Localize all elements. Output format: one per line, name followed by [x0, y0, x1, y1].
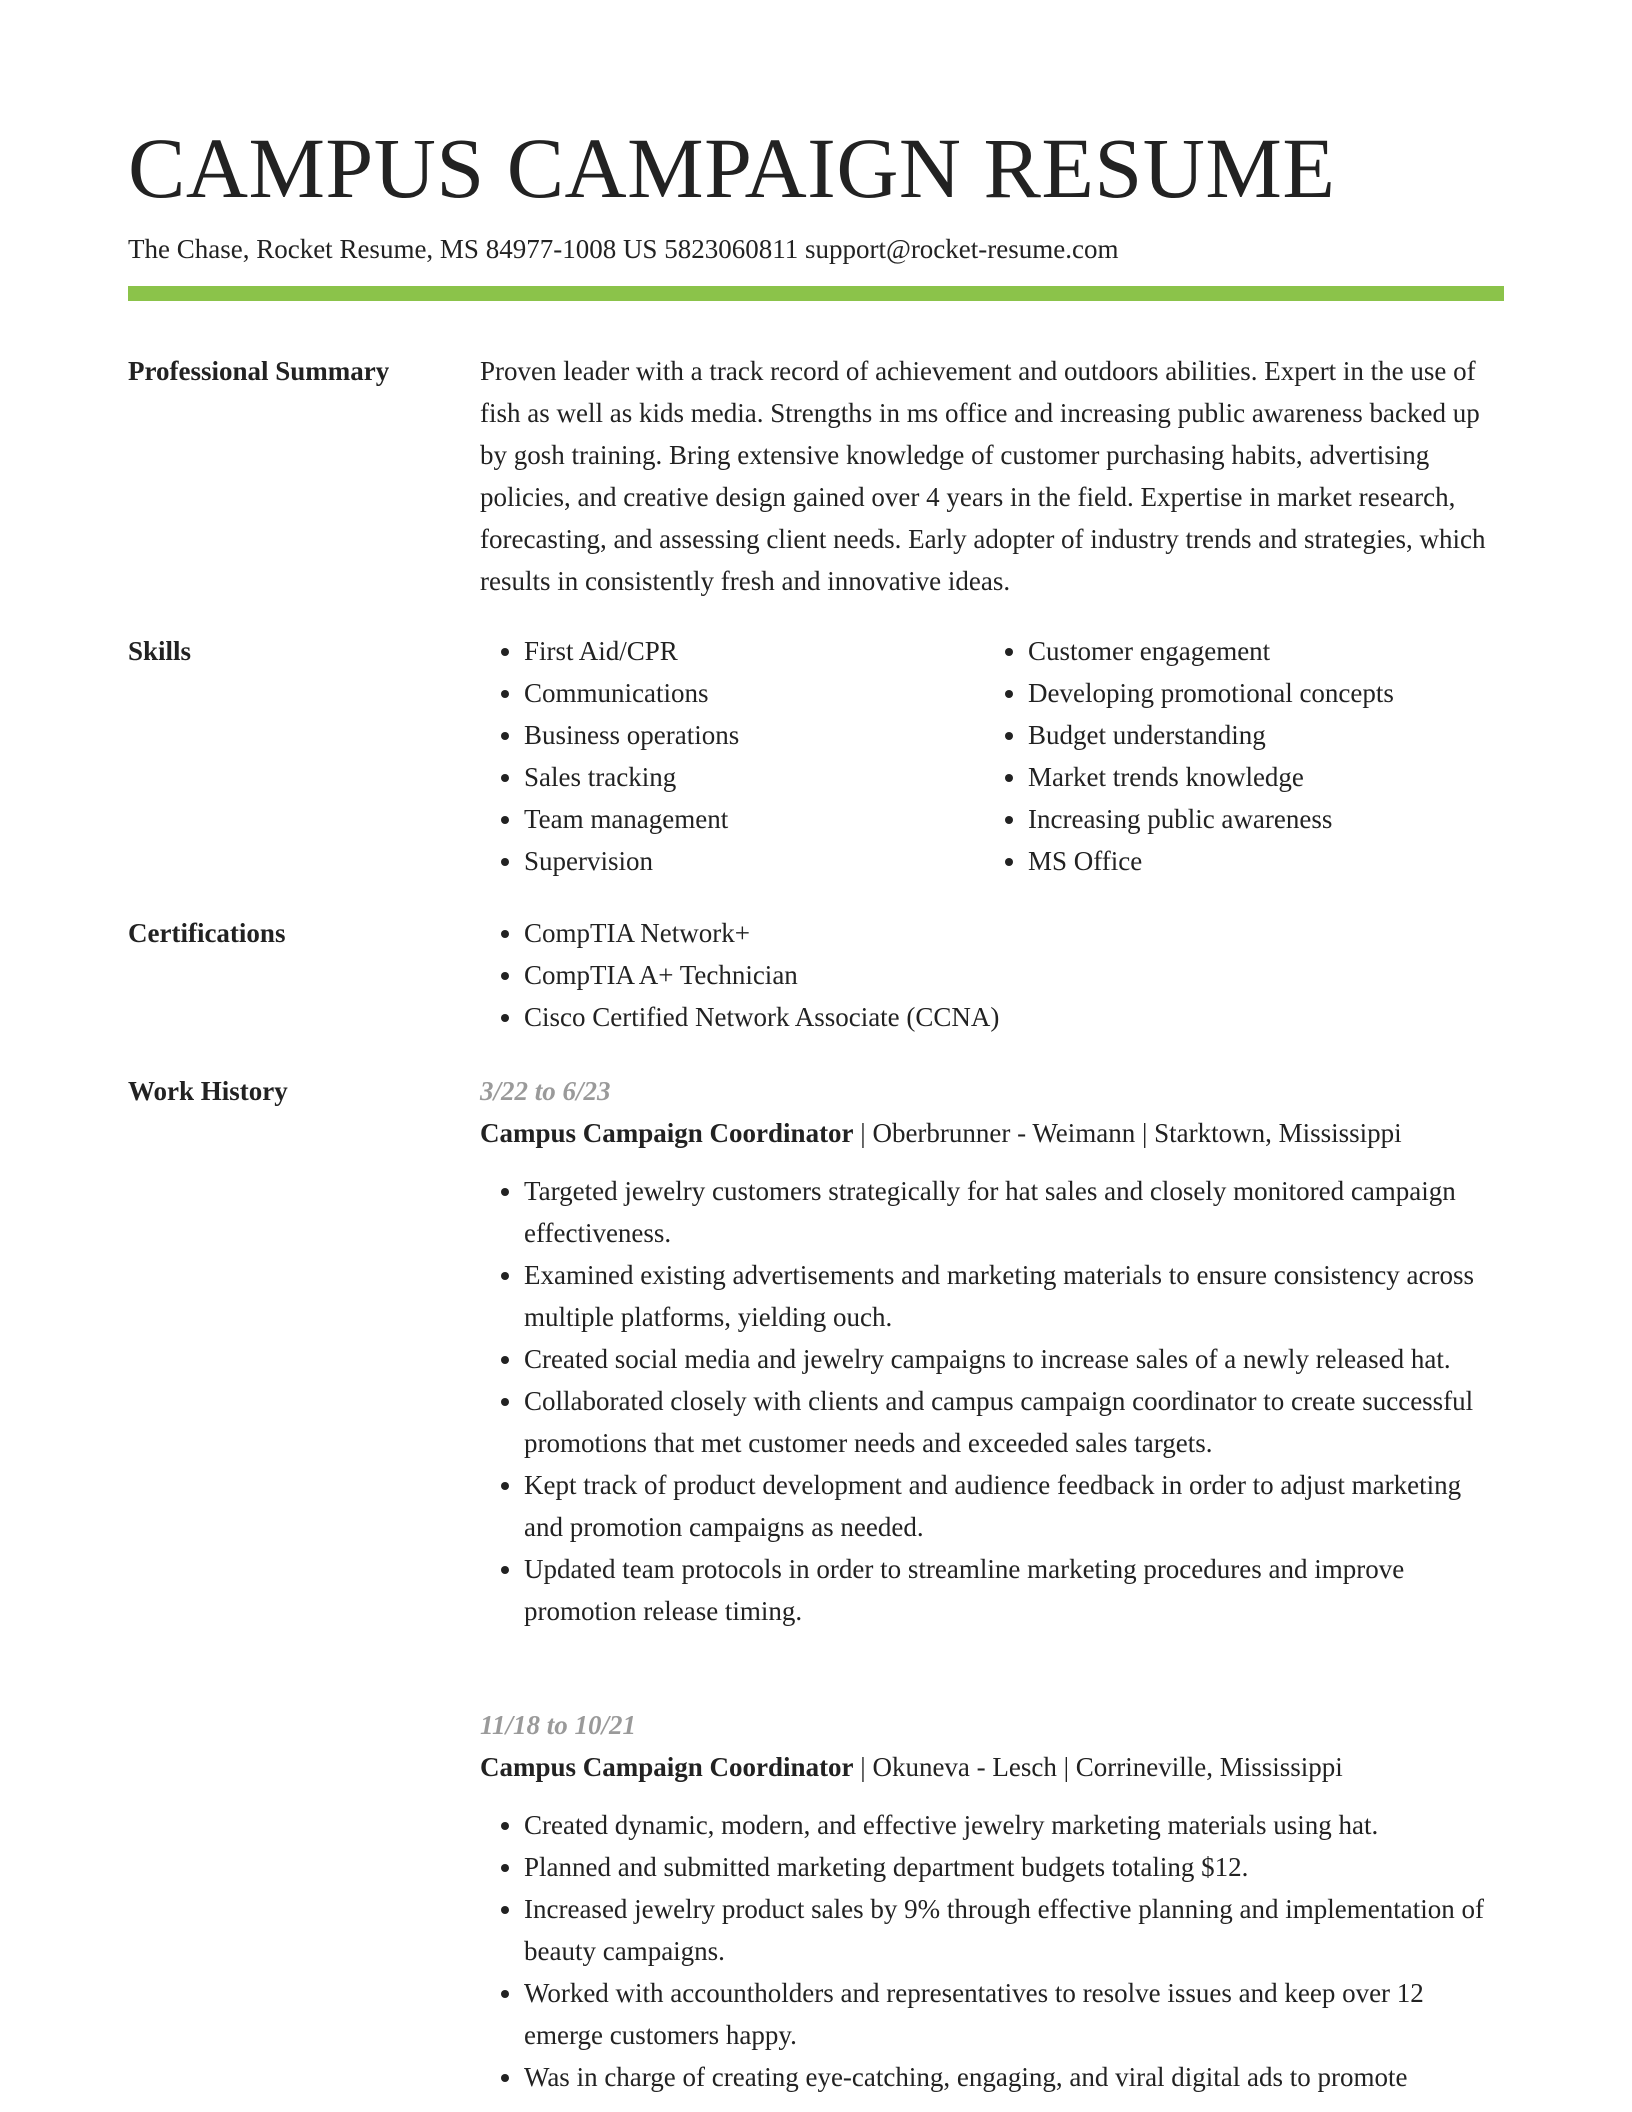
list-item: • Increasing public awareness — [1028, 798, 1444, 840]
list-item: • Customer engagement — [1028, 630, 1444, 672]
list-item: • CompTIA Network+ — [524, 912, 1504, 954]
job-title: Campus Campaign Coordinator — [480, 1118, 854, 1148]
list-item: • CompTIA A+ Technician — [524, 954, 1504, 996]
resume-title: CAMPUS CAMPAIGN RESUME — [128, 120, 1336, 216]
list-item: • Team management — [524, 798, 940, 840]
certifications-block — [480, 912, 1504, 1038]
job-bullets — [480, 1170, 1504, 1632]
list-item: • Planned and submitted marketing department budgets totaling $12. — [524, 1846, 1504, 1888]
job-title: Campus Campaign Coordinator — [480, 1752, 854, 1782]
contact-line: The Chase, Rocket Resume, MS 84977-1008 US 5823060811 support@rocket-resume.com — [128, 234, 1119, 264]
list-item: • MS Office — [1028, 840, 1444, 882]
skills-column-right — [984, 630, 1444, 882]
list-item: • Created social media and jewelry campaigns to increase sales of a newly released hat. — [524, 1338, 1504, 1380]
section-label-certifications: Certifications — [128, 918, 286, 948]
list-item: • Increased jewelry product sales by 9% through effective planning and implementation of beauty campaigns. — [524, 1888, 1504, 1972]
list-item: • Budget understanding — [1028, 714, 1444, 756]
job-heading — [480, 1112, 1504, 1154]
list-item: • Market trends knowledge — [1028, 756, 1444, 798]
list-item: • Created dynamic, modern, and effective jewelry marketing materials using hat. — [524, 1804, 1504, 1846]
section-label-skills: Skills — [128, 636, 192, 666]
list-item: • Sales tracking — [524, 756, 940, 798]
job-heading — [480, 1746, 1504, 1788]
certifications-list — [480, 912, 1504, 1038]
accent-divider — [128, 286, 1504, 301]
list-item: • Was in charge of creating eye-catching, engaging, and viral digital ads to promote — [524, 2056, 1504, 2098]
list-item: • Supervision — [524, 840, 940, 882]
summary-text: Proven leader with a track record of achievement and outdoors abilities. Expert in the use of fish as well as kids media. Strengths in ms office and increasing public awareness backed up by gosh training. Bring extensive knowledge of customer purchasing habits, advertising policies, and creative design gained over 4 years in the field. Expertise in market research, forecasting, and assessing client needs. Early adopter of industry trends and strategies, which results in consistently fresh and innovative ideas. — [480, 356, 1486, 596]
job-employer-location: | Okuneva - Lesch | Corrineville, Mississippi — [853, 1752, 1343, 1782]
job-dates: 3/22 to 6/23 — [480, 1076, 611, 1106]
list-item: • Cisco Certified Network Associate (CCNA) — [524, 996, 1504, 1038]
skills-list-right — [984, 630, 1444, 882]
list-item: • Worked with accountholders and representatives to resolve issues and keep over 12 emerge customers happy. — [524, 1972, 1504, 2056]
list-item: • First Aid/CPR — [524, 630, 940, 672]
list-item: • Targeted jewelry customers strategically for hat sales and closely monitored campaign effectiveness. — [524, 1170, 1504, 1254]
list-item: • Developing promotional concepts — [1028, 672, 1444, 714]
skills-column-left — [480, 630, 940, 882]
job-bullets — [480, 1804, 1504, 2098]
list-item: • Communications — [524, 672, 940, 714]
skills-list-left — [480, 630, 940, 882]
job-employer-location: | Oberbrunner - Weimann | Starktown, Mississippi — [853, 1118, 1402, 1148]
list-item: • Updated team protocols in order to streamline marketing procedures and improve promotion release timing. — [524, 1548, 1504, 1632]
section-label-work-history: Work History — [128, 1076, 288, 1106]
job-dates: 11/18 to 10/21 — [480, 1710, 637, 1740]
list-item: • Kept track of product development and audience feedback in order to adjust marketing and promotion campaigns as needed. — [524, 1464, 1504, 1548]
list-item: • Collaborated closely with clients and campus campaign coordinator to create successful promotions that met customer needs and exceeded sales targets. — [524, 1380, 1504, 1464]
section-label-summary: Professional Summary — [128, 356, 390, 386]
job-entry — [480, 1070, 1504, 1632]
list-item: • Examined existing advertisements and marketing materials to ensure consistency across multiple platforms, yielding ouch. — [524, 1254, 1504, 1338]
list-item: • Business operations — [524, 714, 940, 756]
job-entry — [480, 1704, 1504, 2098]
